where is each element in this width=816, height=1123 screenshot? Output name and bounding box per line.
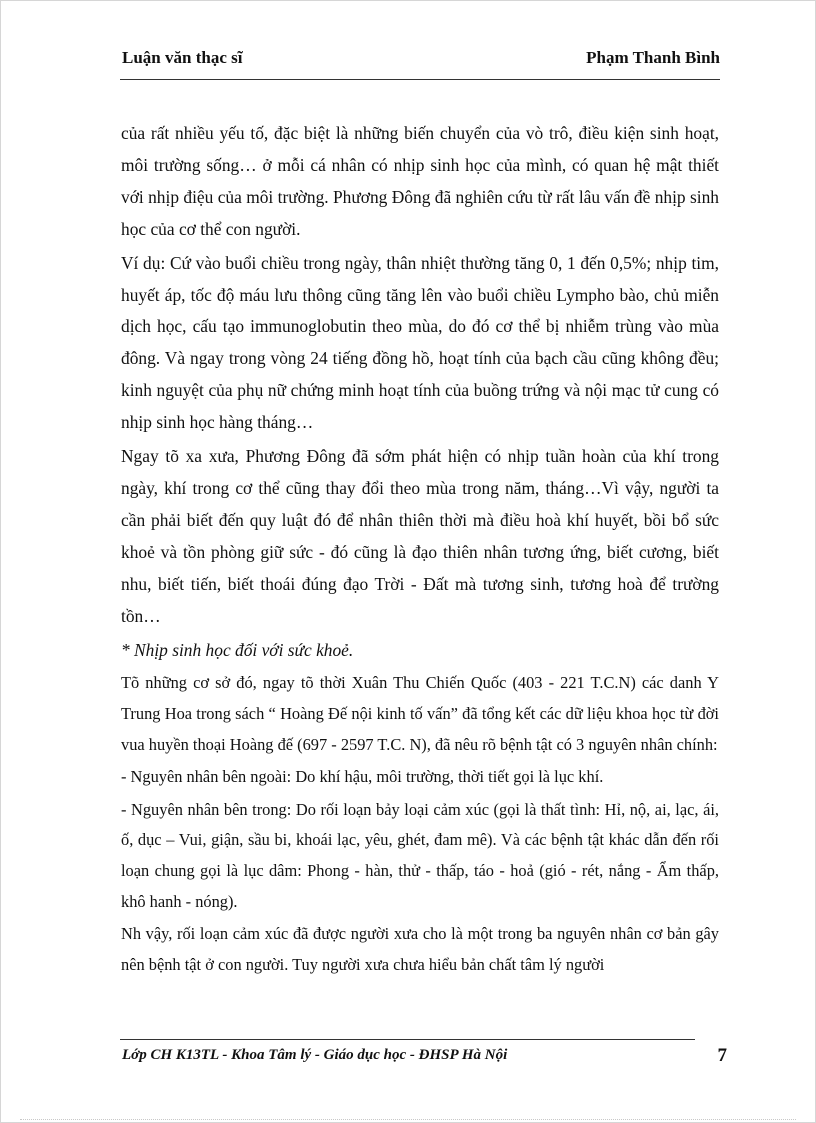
paragraph-1: của rất nhiều yếu tố, đặc biệt là những biến chuyển của vò trô, điều kiện sinh hoạt, môi trường sống… ở mỗi cá nhân có nhịp sinh học của mình, có quan hệ mật thiết với nhịp điệu của môi trường. Phương Đông đã nghiên cứu từ rất lâu vấn đề nhịp sinh học của cơ thể con người. [121,123,719,239]
list-item-internal-cause: - Nguyên nhân bên trong: Do rối loạn bảy loại cảm xúc (gọi là thất tình: Hỉ, nộ, ai, lạc, ái, ố, dục – Vui, giận, sầu bi, khoái lạc, yêu, ghét, đam mê). Và các bệnh tật khác dẫn đến rối loạn chung gọi là lục dâm: Phong - hàn, thử - thấp, táo - hoả (gió - rét, nắng - Ẩm thấp, khô hanh - nóng). [121,799,719,911]
body-text [121,118,719,980]
footer-rule [120,1039,695,1040]
section-heading: * Nhịp sinh học đối với sức khoẻ. [121,639,354,660]
paragraph-3: Ngay tõ xa xưa, Phương Đông đã sớm phát hiện có nhịp tuần hoàn của khí trong ngày, khí trong cơ thể cũng thay đổi theo mùa trong năm, tháng…Vì vậy, người ta cần phải biết đến quy luật đó để nhân thiên thời mà điều hoà khí huyết, bồi bổ sức khoẻ và tồn phòng giữ sức - đó cũng là đạo thiên nhân tương ứng, biết cương, biết nhu, biết tiến, biết thoái đúng đạo Trời - Đất mà tương sinh, tương hoà để trường tồn… [121,446,719,626]
paragraph-4: Tõ những cơ sở đó, ngay tõ thời Xuân Thu Chiến Quốc (403 - 221 T.C.N) các danh Y Trung Hoa trong sách “ Hoàng Đế nội kinh tố vấn” đã tổng kết các dữ liệu khoa học từ đời vua huyền thoại Hoàng đế (697 - 2597 T.C. N), đã nêu rõ bệnh tật có 3 nguyên nhân chính: [121,673,719,754]
list-item-external-cause: - Nguyên nhân bên ngoài: Do khí hậu, môi trường, thời tiết gọi là lục khí. [121,767,604,787]
page-footer [122,1045,727,1071]
header-rule [120,79,720,80]
header-author: Phạm Thanh Bình [586,48,720,67]
paragraph-5: Nh vậy, rối loạn cảm xúc đã được người xưa cho là một trong ba nguyên nhân cơ bản gây nên bệnh tật ở con người. Tuy người xưa chưa hiểu bản chất tâm lý người [121,924,719,974]
page-header [122,48,720,72]
footer-institution: Lớp CH K13TL - Khoa Tâm lý - Giáo dục học - ĐHSP Hà Nội [122,1047,508,1063]
page-bottom-divider [20,1119,796,1120]
header-thesis-type: Luận văn thạc sĩ [122,48,243,67]
paragraph-2: Ví dụ: Cứ vào buổi chiều trong ngày, thân nhiệt thường tăng 0, 1 đến 0,5%; nhịp tim, huyết áp, tốc độ máu lưu thông cũng tăng lên vào buổi chiều Lympho bào, chủ miễn dịch học, cấu tạo immunoglobutin theo mùa, do đó cơ thể bị nhiễm trùng vào mùa đông. Và ngay trong vòng 24 tiếng đồng hồ, hoạt tính của bạch cầu cũng không đều; kinh nguyệt của phụ nữ chứng minh hoạt tính của buồng trứng và nội mạc tử cung có nhịp sinh học hàng tháng… [121,252,719,433]
page-number: 7 [717,1045,727,1066]
